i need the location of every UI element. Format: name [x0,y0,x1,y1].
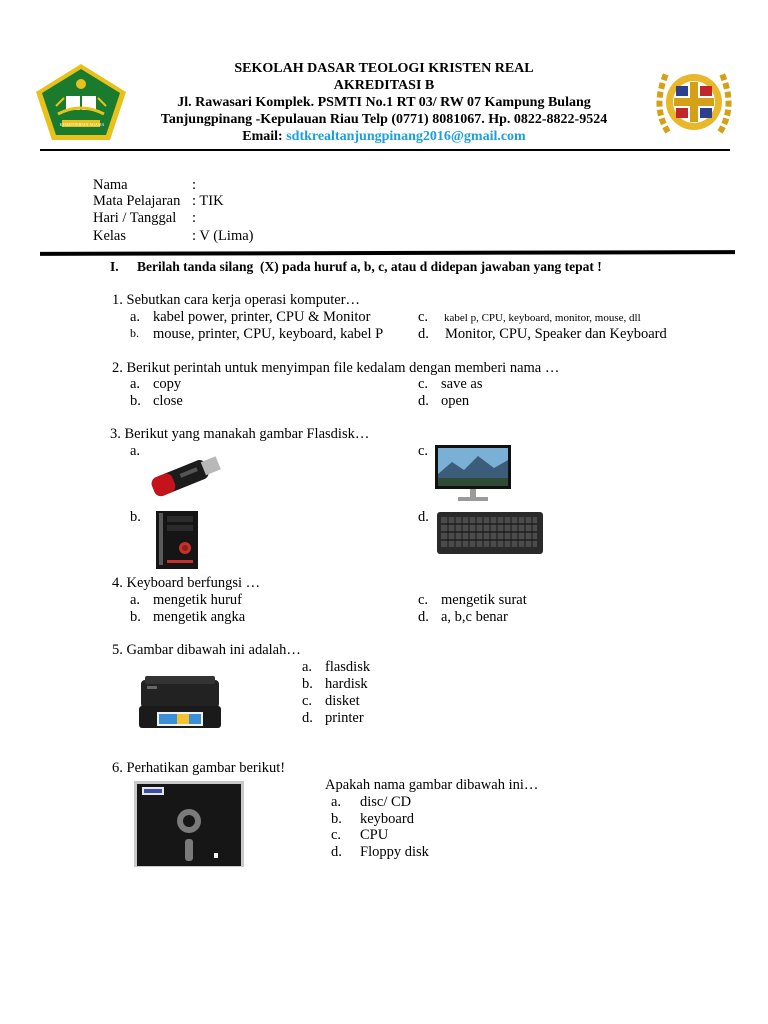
q3-option-a-letter[interactable]: a. [130,443,141,459]
q6-option-a-letter[interactable]: a. [331,794,342,810]
q6-option-c: CPU [360,827,389,843]
q4-option-d: a, b,c benar [441,609,508,625]
info-label-kelas: Kelas [93,228,127,244]
email-link[interactable]: sdtkrealtanjungpinang2016@gmail.com [286,129,526,144]
q2-option-c-letter[interactable]: c. [418,376,429,392]
q2-option-b: close [153,393,183,409]
q5-option-c: disket [325,693,360,709]
q2-option-d: open [441,393,470,409]
q3-option-d-letter[interactable]: d. [418,509,429,525]
q1-option-a-letter[interactable]: a. [130,309,141,325]
email-label: Email: [242,129,283,144]
q4-option-c-letter[interactable]: c. [418,592,429,608]
school-email-line [120,129,648,146]
q4-option-a: mengetik huruf [153,592,242,608]
info-label-nama: Nama [93,177,128,193]
info-label-mapel: Mata Pelajaran [93,193,181,209]
q5-option-b-letter[interactable]: b. [302,676,313,692]
q1-option-b-letter[interactable]: b. [130,326,139,340]
question-1: 1. Sebutkan cara kerja operasi komputer… [112,292,361,308]
q1-option-c: kabel p, CPU, keyboard, monitor, mouse, dll [444,312,641,324]
floppy-disk-image [134,781,244,867]
school-name: SEKOLAH DASAR TEOLOGI KRISTEN REAL [234,61,534,76]
q5-option-c-letter[interactable]: c. [302,693,313,709]
school-address: Jl. Rawasari Komplek. PSMTI No.1 RT 03/ RW 07 Kampung Bulang [177,95,591,110]
flashdisk-image [144,448,226,500]
q4-option-a-letter[interactable]: a. [130,592,141,608]
question-6: 6. Perhatikan gambar berikut! [112,760,286,776]
section-number: I. [110,259,119,274]
left-logo-text: KEMENTERIAN AGAMA [59,122,105,127]
school-contact: Tanjungpinang -Kepulauan Riau Telp (0771) 8081067. Hp. 0822-8822-9524 [160,112,608,127]
q6-option-c-letter[interactable]: c. [331,827,342,843]
monitor-image [434,444,512,502]
q6-option-a: disc/ CD [360,794,412,810]
q1-option-d-letter[interactable]: d. [418,326,429,342]
accreditation: AKREDITASI B [333,78,435,93]
cpu-tower-image [155,510,199,570]
info-divider [40,250,735,256]
q5-option-b: hardisk [325,676,368,692]
q5-option-a: flasdisk [325,659,371,675]
q2-option-b-letter[interactable]: b. [130,393,141,409]
header-divider [40,149,730,151]
q2-option-a: copy [153,376,182,392]
question-2: 2. Berikut perintah untuk menyimpan file kedalam dengan memberi nama … [112,360,560,376]
info-value-kelas: : V (Lima) [192,228,254,244]
info-value-mapel: : TIK [192,193,224,209]
printer-image [137,672,223,738]
question-5: 5. Gambar dibawah ini adalah… [112,642,301,658]
q1-option-c-letter[interactable]: c. [418,309,429,325]
q1-option-b: mouse, printer, CPU, keyboard, kabel P [153,326,384,342]
q4-option-c: mengetik surat [441,592,527,608]
question-3: 3. Berikut yang manakah gambar Flasdisk… [110,426,370,442]
q4-option-d-letter[interactable]: d. [418,609,429,625]
q3-option-c-letter[interactable]: c. [418,443,429,459]
q6-option-b-letter[interactable]: b. [331,811,342,827]
q5-option-d: printer [325,710,364,726]
q4-option-b: mengetik angka [153,609,246,625]
info-value-nama: : [192,177,197,193]
section-instruction: Berilah tanda silang (X) pada huruf a, b, c, atau d didepan jawaban yang tepat ! [137,259,602,274]
q6-option-d: Floppy disk [360,844,429,860]
right-logo [648,62,740,146]
q5-option-d-letter[interactable]: d. [302,710,313,726]
q2-option-c: save as [441,376,483,392]
q1-option-a: kabel power, printer, CPU & Monitor [153,309,371,325]
q4-option-b-letter[interactable]: b. [130,609,141,625]
q2-option-a-letter[interactable]: a. [130,376,141,392]
info-label-tanggal: Hari / Tanggal [93,210,177,226]
q1-option-d: Monitor, CPU, Speaker dan Keyboard [445,326,667,342]
info-value-tanggal: : [192,210,197,226]
q2-option-d-letter[interactable]: d. [418,393,429,409]
question-6-prompt: Apakah nama gambar dibawah ini… [325,777,539,793]
q5-option-a-letter[interactable]: a. [302,659,313,675]
q3-option-b-letter[interactable]: b. [130,509,141,525]
keyboard-image [436,510,544,556]
q6-option-b: keyboard [360,811,414,827]
q6-option-d-letter[interactable]: d. [331,844,342,860]
question-4: 4. Keyboard berfungsi … [112,575,261,591]
